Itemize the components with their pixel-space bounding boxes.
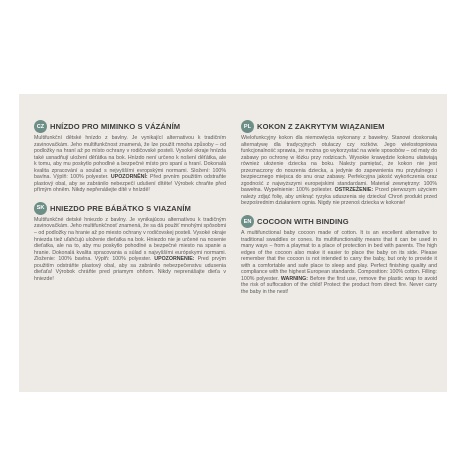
section-pl-title: KOKON Z ZAKRYTYM WIĄZANIEM bbox=[257, 122, 385, 131]
section-pl-warning-label: OSTRZEŻENIE: bbox=[334, 187, 374, 194]
language-badge-sk: SK bbox=[34, 202, 47, 215]
section-cz-warning-label: UPOZORNĚNÍ: bbox=[110, 174, 148, 181]
section-sk bbox=[34, 202, 226, 282]
label-card bbox=[19, 94, 447, 392]
section-cz-body bbox=[34, 135, 226, 194]
language-badge-pl: PL bbox=[241, 120, 254, 133]
section-cz bbox=[34, 120, 226, 194]
section-pl-warning-text: Przed pierwszym użyciem należy zdjąć folię, aby uniknąć ryzyka uduszenia się dziecka! Chroń produkt przed bezpośrednim działaniem ognia. Nigdy nie przenoś dziecka w kokonie! bbox=[241, 187, 438, 207]
left-column bbox=[34, 120, 226, 290]
section-cz-warning-text: Před prvním použitím odstraňte plastový obal, aby se zabránilo nebezpečí udušení dítěte! Výrobek chraňte před přímým ohněm. Nikdy nepřenášejte dítě v hnízdě! bbox=[34, 174, 226, 194]
section-en-warning-label: WARNING: bbox=[280, 275, 309, 282]
section-cz-title: HNÍZDO PRO MIMINKO S VÁZÁNÍM bbox=[50, 122, 181, 131]
section-sk-body bbox=[34, 217, 226, 282]
section-en-body bbox=[241, 230, 437, 295]
section-en-text: A multifunctional baby cocoon made of cotton. It is an excellent alternative to traditional swaddles or cones. Its multifunctionality means that it can be used in many ways – from a playmat to a place of protection in bed with parents. The high edges of the cocoon also make it easier to place the baby on its side. Please remember that the cocoon is not intended to carry the baby, but only to provide it with a comfortable and safe place to sleep and play. Perfect finishing quality and compliance with the highest European standards. Composition: 100% cotton. Filling: 100% polyester. bbox=[241, 230, 437, 282]
language-badge-en: EN bbox=[241, 215, 254, 228]
section-pl-header bbox=[241, 120, 437, 133]
section-pl-body bbox=[241, 135, 437, 207]
section-sk-warning-text: Pred prvým použitím odstráňte plastový obal, aby sa zabránilo nebezpečenstvu udusenia dieťaťa! Výrobok chráňte pred priamym ohňom. Nikdy neprenášajte dieťa v hniezde! bbox=[34, 256, 226, 282]
section-sk-header bbox=[34, 202, 226, 215]
section-en bbox=[241, 215, 437, 295]
section-sk-text: Multifunkčné detské hniezdo z bavlny. Je vynikajúcou alternatívou k tradičným zavinovačkám. Jeho multifunkčnosť znamená, že sa dá použiť mnohými spôsobmi – od podložky na hranie až po miesto ochrany v rodičovskej posteli. Vysoké okraje hniezda tiež uľahčujú uloženie dieťatka na bok. Hniezdo nie je určené na nosenie dieťatka, ale na to, aby mu poskytlo pohodlné a bezpečné miesto na spanie a hranie. Dokonalá kvalita spracovania a súlad s najvyššími európskymi normami. Zloženie: 100% bavlna. Výplň: 100% polyester. bbox=[34, 216, 226, 263]
section-pl bbox=[241, 120, 437, 207]
section-en-warning-text: Before the first use, remove the plastic wrap to avoid the risk of suffocation of the child! Protect the product from direct fire. Never carry the baby in the nest! bbox=[241, 275, 438, 295]
section-cz-header bbox=[34, 120, 226, 133]
language-badge-cz: CZ bbox=[34, 120, 47, 133]
section-cz-text: Multifunkční dětské hnízdo z bavlny. Je vynikající alternativou k tradičním zavinovačkám. Jeho multifunkčnost znamená, že lze použít mnoha způsoby – od podložky na hraní až po místo ochrany v rodičovské posteli. Vysoké okraje hnízda také usnadňují uložení děťátka na bok. Hnízdo není určeno k nošení děťátka, ale k tomu, aby mu poskytlo pohodlné a bezpečné místo pro spaní a hraní. Dokonalá kvalita zpracování a soulad s nejvyššími evropskými normami. Složení: 100% bavlna. Výplň: 100% polyester. bbox=[34, 135, 226, 181]
section-pl-text: Wielofunkcyjny kokon dla niemowlęcia wykonany z bawełny. Stanowi doskonałą alternatywę dla tradycyjnych otulaczy czy rożków. Jego wielostopniowa funkcjonalność sprawia, że można go wykorzystać na wiele sposobów – od maty do zabawy po ochronę w łóżku przy rodzicach. Wysokie krawędzie kokonu ułatwiają również ułożenie dziecka na boku. Należy pamiętać, że kokon nie jest przeznaczony do noszenia dziecka, a jedynie do zapewnienia mu przytulnego i bezpiecznego miejsca do snu oraz zabawy. Perfekcyjna jakość wykończenia oraz zgodność z najwyższymi europejskimi standardami. Materiał zewnętrzny: 100% bawełna. Wypełnienie: 100% poliester. bbox=[241, 135, 437, 194]
right-column bbox=[241, 120, 437, 303]
section-sk-title: HNIEZDO PRE BÁBÄTKO S VIAZANÍM bbox=[50, 203, 191, 213]
section-en-header bbox=[241, 215, 437, 228]
section-sk-warning-label: UPOZORNENIE: bbox=[154, 256, 195, 263]
section-en-title: COCOON WITH BINDING bbox=[257, 217, 349, 227]
